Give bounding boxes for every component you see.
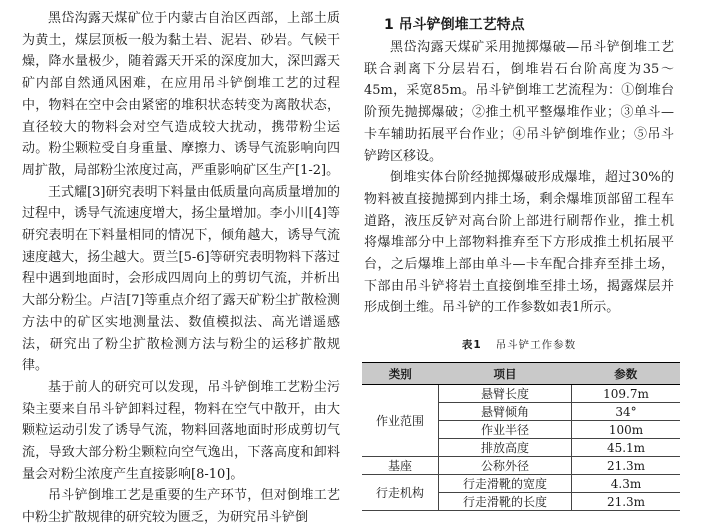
left-paragraph-3: 基于前人的研究可以发现，吊斗铲倒堆工艺粉尘污染主要来自吊斗铲卸料过程，物料在空气中散开，由大颗粒运动引发了诱导气流，物料回落地面时形成剪切气流，导致大部分粉尘颗粒向空气逸出，下落高度和卸料量会对粉尘浓度产生直接影响[8-10]。 (22, 379, 340, 482)
table-row (362, 385, 680, 403)
table-category-cell: 行走机构 (362, 475, 439, 511)
table-value-cell: 34° (572, 403, 681, 421)
left-paragraph-2: 王式耀[3]研究表明下料量由低质量向高质量增加的过程中，诱导气流速度增大，扬尘量增加。李小川[4]等研究表明在下料量相同的情况下，倾角越大，诱导气流速度越大，扬尘越大。贾兰[5-6]等研究表明物料下落过程中遇到地面时，会形成四周向上的剪切气流，并析出大部分粉尘。卢洁[7]等重点介绍了露天矿粉尘扩散检测方法中的矿区实地测量法、数值模拟法、高光谱遥感法，研究出了粉尘扩散检测方法与粉尘的运移扩散规律。 (22, 184, 340, 374)
right-paragraph-2: 倒堆实体台阶经抛掷爆破形成爆堆，超过30%的物料被直接抛掷到内排土场，剩余爆堆顶部留工程车道路，液压反铲对高台阶上部进行刷帮作业，推土机将爆堆部分中上部物料推弃至下方形成推土机拓展平台，之后爆堆上部由单斗—卡车配合排弃至排土场，下部由吊斗铲将岩土直接倒堆至排土场，揭露煤层并形成倒土维。吊斗铲的工作参数如表1所示。 (364, 170, 674, 316)
right-paragraph-1: 黑岱沟露天煤矿采用抛掷爆破—吊斗铲倒堆工艺联合剥离下分层岩石，倒堆岩石台阶高度为35～45m，采宽85m。吊斗铲倒堆工艺流程为：①倒堆台阶预先抛掷爆破；②推土机平整爆堆作业；③单斗—卡车辅助拓展平台作业；④吊斗铲倒堆作业；⑤吊斗铲跨区移设。 (364, 40, 674, 164)
table-value-cell: 4.3m (572, 475, 681, 493)
table-value-cell: 100m (572, 421, 681, 439)
table-header-category: 类别 (362, 363, 439, 385)
left-column (22, 8, 340, 529)
table-row (362, 475, 680, 493)
left-paragraph-1: 黑岱沟露天煤矿位于内蒙古自治区西部，上部土质为黄土，煤层顶板一般为黏土岩、泥岩、砂岩。气候干燥，降水量极少，随着露天开采的深度加大，深凹露天矿内部自然通风困难，在应用吊斗铲倒堆工艺的过程中，物料在空中会由紧密的堆积状态转变为离散状态，直径较大的物料会对空气造成较大扰动，携带粉尘运动。粉尘颗粒受自身重量、摩擦力、诱导气流影响向四周扩散，局部粉尘浓度过高，严重影响矿区生产[1-2]。 (22, 11, 340, 178)
table-value-cell: 109.7m (572, 385, 681, 403)
right-column (364, 8, 674, 511)
table-caption-title: 吊斗铲工作参数 (495, 339, 577, 352)
table-header-item: 项目 (439, 363, 572, 385)
table-value-cell: 21.3m (572, 493, 681, 511)
table-row (362, 457, 680, 475)
table-value-cell: 45.1m (572, 439, 681, 457)
table-category-cell: 基座 (362, 457, 439, 475)
table-caption-number: 表1 (461, 339, 482, 352)
table-header-value: 参数 (572, 363, 681, 385)
table-item-cell: 悬臂长度 (439, 385, 572, 403)
table-item-cell: 行走滑靴的长度 (439, 493, 572, 511)
table-value-cell: 21.3m (572, 457, 681, 475)
table-item-cell: 公称外径 (439, 457, 572, 475)
section-heading: 1 吊斗铲倒堆工艺特点 (384, 17, 525, 33)
parameter-table (362, 362, 680, 511)
table-category-cell: 作业范围 (362, 385, 439, 457)
table-item-cell: 作业半径 (439, 421, 572, 439)
table-header-row (362, 363, 680, 385)
table-caption (364, 337, 674, 352)
table-item-cell: 排放高度 (439, 439, 572, 457)
left-paragraph-4: 吊斗铲倒堆工艺是重要的生产环节，但对倒堆工艺中粉尘扩散规律的研究较为匮乏，为研究吊斗铲倒 (22, 488, 340, 526)
table-item-cell: 行走滑靴的宽度 (439, 475, 572, 493)
table-item-cell: 悬臂倾角 (439, 403, 572, 421)
